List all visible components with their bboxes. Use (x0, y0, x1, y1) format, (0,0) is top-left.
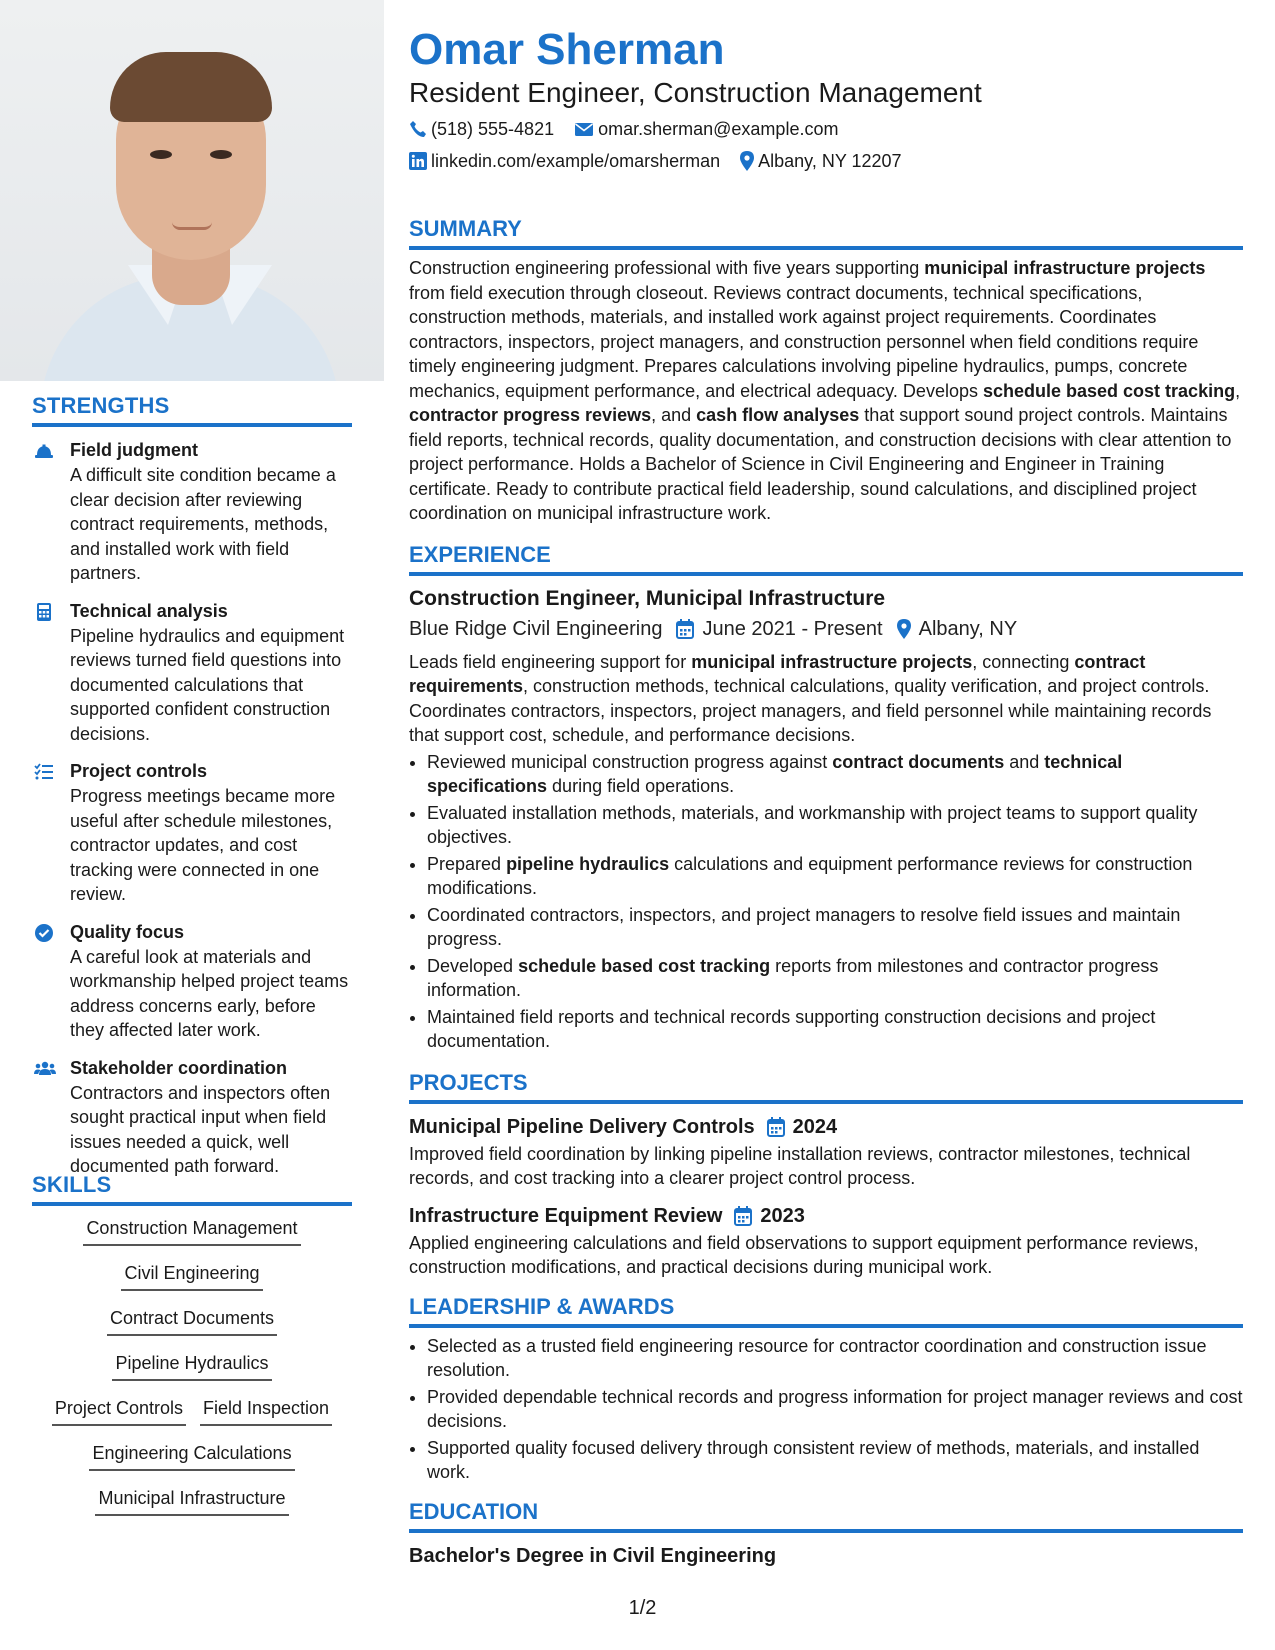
strength-title: Technical analysis (70, 600, 228, 621)
list-item: • Maintained field reports and technical records supporting construction decisions and project documentation. (427, 1005, 1243, 1054)
experience-title: EXPERIENCE (409, 542, 1243, 576)
project-name: Infrastructure Equipment Review (409, 1204, 723, 1227)
project-year: 2024 (792, 1115, 838, 1138)
job-bullets (427, 750, 1243, 1054)
project-title (409, 1203, 1243, 1229)
list-check-icon (34, 762, 54, 782)
users-icon (34, 1059, 54, 1079)
skill-tag: Field Inspection (200, 1396, 332, 1426)
experience-section (409, 542, 1243, 1054)
list-item: • Developed schedule based cost tracking reports from milestones and contractor progress information. (427, 954, 1243, 1003)
skills-section (32, 1172, 352, 1521)
job-location: Albany, NY (918, 617, 1018, 640)
job-meta (409, 616, 1243, 642)
list-item: • Selected as a trusted field engineering resource for contractor coordination and construction issue resolution. (427, 1334, 1243, 1383)
list-item: • Evaluated installation methods, materials, and workmanship with project teams to support quality objectives. (427, 801, 1243, 850)
linkedin-icon (409, 152, 427, 170)
strength-text: Progress meetings became more useful after schedule milestones, contractor updates, and cost tracking were connected in one review. (70, 786, 336, 904)
main-content (409, 0, 1243, 1569)
skill-tag: Contract Documents (107, 1306, 277, 1336)
page-number: 1/2 (628, 1597, 657, 1619)
strength-title: Field judgment (70, 440, 198, 460)
job-intro: Leads field engineering support for municipal infrastructure projects, connecting contract requirements, construction methods, technical calculations, quality verification, and project controls. Coordinates contractors, inspectors, project managers, and field personnel while maintaining records that support cost, schedule, and performance decisions. (409, 651, 1212, 745)
skill-tag: Municipal Infrastructure (95, 1486, 288, 1516)
skills-list (32, 1216, 352, 1521)
strengths-title: STRENGTHS (32, 393, 352, 427)
candidate-role: Resident Engineer, Construction Management (409, 77, 982, 108)
education-title: EDUCATION (409, 1499, 1243, 1533)
skill-tag: Construction Management (83, 1216, 300, 1246)
map-pin-icon (897, 619, 911, 639)
candidate-name: Omar Sherman (409, 25, 725, 74)
leadership-section (409, 1294, 1243, 1485)
strength-text: Pipeline hydraulics and equipment reviews turned field questions into documented calculations that supported confident construction decisions. (70, 625, 345, 744)
job-title: Construction Engineer, Municipal Infrastructure (409, 586, 886, 610)
envelope-icon (574, 121, 594, 137)
strength-item (32, 760, 352, 907)
projects-section (409, 1070, 1243, 1280)
skill-tag: Project Controls (52, 1396, 186, 1426)
linkedin-contact[interactable] (409, 150, 720, 172)
calendar-icon (767, 1117, 785, 1137)
project-title (409, 1114, 1243, 1140)
strength-item (32, 600, 352, 747)
helmet-icon (34, 441, 54, 461)
strengths-section (32, 393, 352, 1179)
strength-text: A difficult site condition became a clear decision after reviewing contract requirements, methods, and installed work with field partners. (70, 465, 336, 583)
strength-item (32, 1057, 352, 1179)
education-degree: Bachelor's Degree in Civil Engineering (409, 1544, 777, 1567)
profile-photo (0, 0, 384, 381)
skill-tag: Pipeline Hydraulics (112, 1351, 271, 1381)
sidebar (0, 0, 384, 1650)
leadership-title: LEADERSHIP & AWARDS (409, 1294, 1243, 1328)
strength-title: Quality focus (70, 921, 185, 942)
contact-row (409, 150, 1243, 172)
phone-icon (409, 120, 427, 138)
email-contact[interactable] (574, 118, 838, 140)
phone-contact[interactable] (409, 118, 554, 140)
list-item: • Prepared pipeline hydraulics calculations and equipment performance reviews for construction modifications. (427, 852, 1243, 901)
summary-section (409, 216, 1243, 526)
company-name: Blue Ridge Civil Engineering (409, 617, 663, 640)
strength-item (32, 439, 352, 586)
strength-title: Stakeholder coordination (70, 1057, 288, 1078)
job-dates: June 2021 - Present (702, 617, 883, 640)
list-item: • Supported quality focused delivery through consistent review of methods, materials, and installed work. (427, 1436, 1243, 1485)
list-item: • Provided dependable technical records and progress information for project manager reviews and cost decisions. (427, 1385, 1243, 1434)
skill-tag: Civil Engineering (121, 1261, 262, 1291)
project-name: Municipal Pipeline Delivery Controls (409, 1115, 755, 1138)
location-text: Albany, NY 12207 (758, 151, 902, 171)
list-item: • Reviewed municipal construction progress against contract documents and technical specifications during field operations. (427, 750, 1243, 799)
strength-text: A careful look at materials and workmanship helped project teams address concerns early, before they affected later work. (70, 946, 349, 1040)
project-text: Improved field coordination by linking pipeline installation reviews, contractor milestones, technical records, and cost tracking into a clearer project control process. (409, 1143, 1191, 1188)
projects-title: PROJECTS (409, 1070, 1243, 1104)
skills-title: SKILLS (32, 1172, 352, 1206)
linkedin-text: linkedin.com/example/omarsherman (431, 151, 721, 171)
summary-text: Construction engineering professional with five years supporting municipal infrastructure projects from field execution through closeout. Reviews contract documents, technical specifications, construction methods, materials, and installed work against project requirements. Coordinates contractors, inspectors, project managers, and construction personnel when field conditions require timely engineering judgment. Prepares calculations involving pipeline hydraulics, pumps, concrete mechanics, equipment performance, and electrical adequacy. Develops schedule based cost tracking, contractor progress reviews, and cash flow analyses that support sound project controls. Maintains field reports, technical records, quality documentation, and construction decisions with clear attention to project performance. Holds a Bachelor of Science in Civil Engineering and Engineer in Training certificate. Ready to contribute practical field leadership, sound calculations, and disciplined project coordination on municipal infrastructure work. (409, 258, 1241, 523)
skill-tag: Engineering Calculations (89, 1441, 294, 1471)
calculator-icon (34, 602, 54, 622)
map-pin-icon (740, 151, 754, 171)
project-text: Applied engineering calculations and field observations to support equipment performance reviews, construction modifications, and practical decisions during municipal work. (409, 1232, 1199, 1277)
phone-text: (518) 555-4821 (431, 119, 555, 139)
calendar-icon (676, 619, 694, 639)
location-contact (740, 150, 901, 172)
leadership-list (427, 1334, 1243, 1485)
contact-row (409, 118, 1243, 140)
strength-title: Project controls (70, 761, 208, 781)
summary-title: SUMMARY (409, 216, 1243, 250)
strength-text: Contractors and inspectors often sought practical input when field issues needed a quick, well documented path forward. (70, 1082, 331, 1176)
education-section (409, 1499, 1243, 1569)
list-item: • Coordinated contractors, inspectors, and project managers to resolve field issues and maintain progress. (427, 903, 1243, 952)
strength-item (32, 921, 352, 1043)
calendar-icon (734, 1206, 752, 1226)
email-text: omar.sherman@example.com (598, 119, 839, 139)
check-circle-icon (34, 923, 54, 943)
project-year: 2023 (760, 1204, 805, 1227)
